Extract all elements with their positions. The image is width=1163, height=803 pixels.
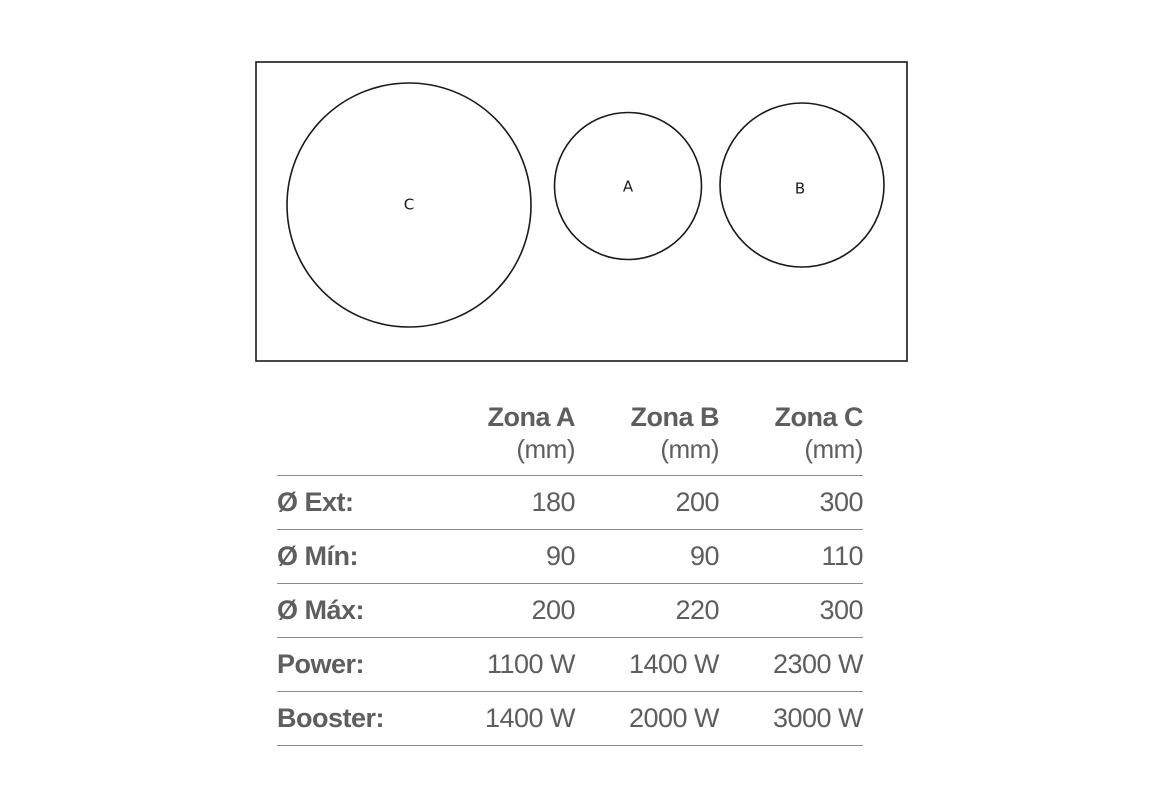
table-row-max xyxy=(277,584,863,638)
table-cell: 1400 W xyxy=(431,692,575,746)
column-unit: (mm) xyxy=(516,434,575,464)
table-row-booster xyxy=(277,692,863,746)
column-title: Zona B xyxy=(630,402,719,432)
row-label: Ø Máx: xyxy=(277,584,431,638)
column-header-zona-a xyxy=(431,398,575,476)
column-title: Zona C xyxy=(774,402,863,432)
zone-b xyxy=(720,103,884,267)
zone-c xyxy=(287,83,531,327)
column-unit: (mm) xyxy=(660,434,719,464)
table-header-row xyxy=(277,398,863,476)
table-cell: 1100 W xyxy=(431,638,575,692)
row-label: Booster: xyxy=(277,692,431,746)
table-cell: 2000 W xyxy=(575,692,719,746)
table-cell: 180 xyxy=(431,476,575,530)
table-cell: 2300 W xyxy=(719,638,863,692)
table-row-ext xyxy=(277,476,863,530)
table-cell: 200 xyxy=(431,584,575,638)
table-cell: 90 xyxy=(431,530,575,584)
table-cell: 220 xyxy=(575,584,719,638)
table-row-min xyxy=(277,530,863,584)
column-unit: (mm) xyxy=(804,434,863,464)
header-blank-cell xyxy=(277,398,431,476)
hob-outline xyxy=(256,62,907,361)
spec-table xyxy=(277,398,863,746)
row-label: Power: xyxy=(277,638,431,692)
row-label: Ø Ext: xyxy=(277,476,431,530)
zone-c-label: C xyxy=(403,195,415,214)
zone-b-label: B xyxy=(794,179,806,198)
zone-a-label: A xyxy=(622,177,634,196)
table-cell: 300 xyxy=(719,584,863,638)
row-label: Ø Mín: xyxy=(277,530,431,584)
column-header-zona-b xyxy=(575,398,719,476)
table-cell: 1400 W xyxy=(575,638,719,692)
column-title: Zona A xyxy=(487,402,575,432)
hob-diagram xyxy=(0,0,1163,380)
table-cell: 90 xyxy=(575,530,719,584)
column-header-zona-c xyxy=(719,398,863,476)
table-cell: 110 xyxy=(719,530,863,584)
zone-a xyxy=(555,113,702,260)
table-cell: 300 xyxy=(719,476,863,530)
table-cell: 200 xyxy=(575,476,719,530)
table-cell: 3000 W xyxy=(719,692,863,746)
table-row-power xyxy=(277,638,863,692)
